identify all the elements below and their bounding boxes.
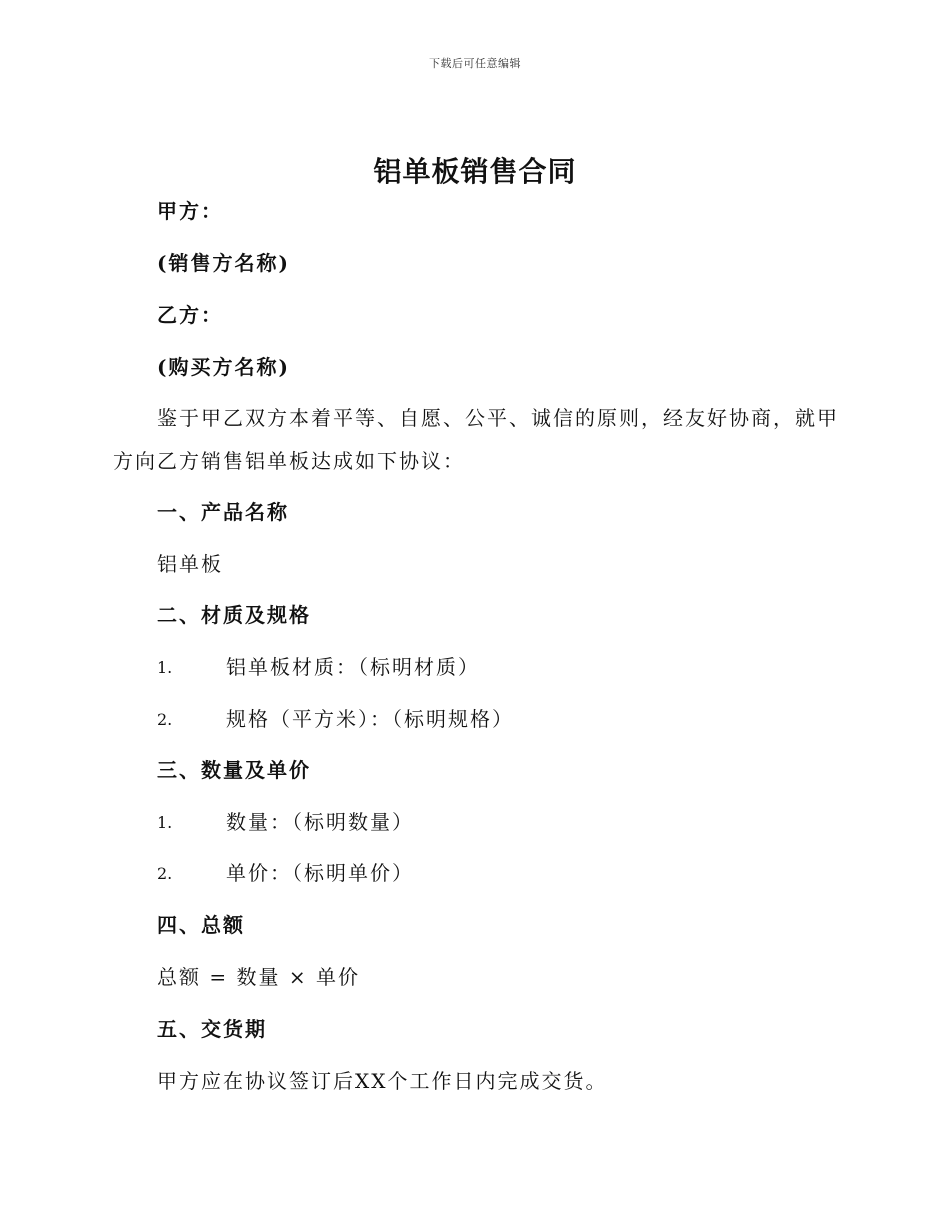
list-item-quantity: 数量：（标明数量） bbox=[226, 810, 414, 834]
list-number: 2. bbox=[157, 710, 173, 729]
party-a-label: 甲方： bbox=[157, 199, 223, 223]
section-body-product-name: 铝单板 bbox=[157, 552, 223, 576]
section-heading-quantity-price: 三、数量及单价 bbox=[157, 758, 311, 782]
header-note: 下载后可任意编辑 bbox=[429, 57, 521, 70]
section-heading-delivery: 五、交货期 bbox=[157, 1017, 267, 1041]
section-heading-material-spec: 二、材质及规格 bbox=[157, 603, 311, 627]
document-title: 铝单板销售合同 bbox=[373, 155, 577, 188]
section-heading-total: 四、总额 bbox=[157, 913, 245, 937]
party-a-name: (销售方名称) bbox=[157, 251, 290, 275]
section-heading-product-name: 一、产品名称 bbox=[157, 500, 289, 524]
list-item-spec: 规格（平方米）：（标明规格） bbox=[226, 707, 514, 731]
list-number: 2. bbox=[157, 864, 173, 883]
list-number: 1. bbox=[157, 658, 173, 677]
party-b-name: (购买方名称) bbox=[157, 355, 290, 379]
list-number: 1. bbox=[157, 813, 173, 832]
party-b-label: 乙方： bbox=[157, 303, 223, 327]
intro-paragraph-line-1: 鉴于甲乙双方本着平等、自愿、公平、诚信的原则，经友好协商，就甲 bbox=[157, 406, 839, 430]
list-item-unit-price: 单价：（标明单价） bbox=[226, 861, 414, 885]
section-body-total: 总额 = 数量 × 单价 bbox=[157, 965, 360, 989]
list-item-material: 铝单板材质：（标明材质） bbox=[226, 655, 480, 679]
section-body-delivery: 甲方应在协议签订后XX个工作日内完成交货。 bbox=[157, 1069, 608, 1093]
intro-paragraph-line-2: 方向乙方销售铝单板达成如下协议： bbox=[113, 449, 465, 473]
